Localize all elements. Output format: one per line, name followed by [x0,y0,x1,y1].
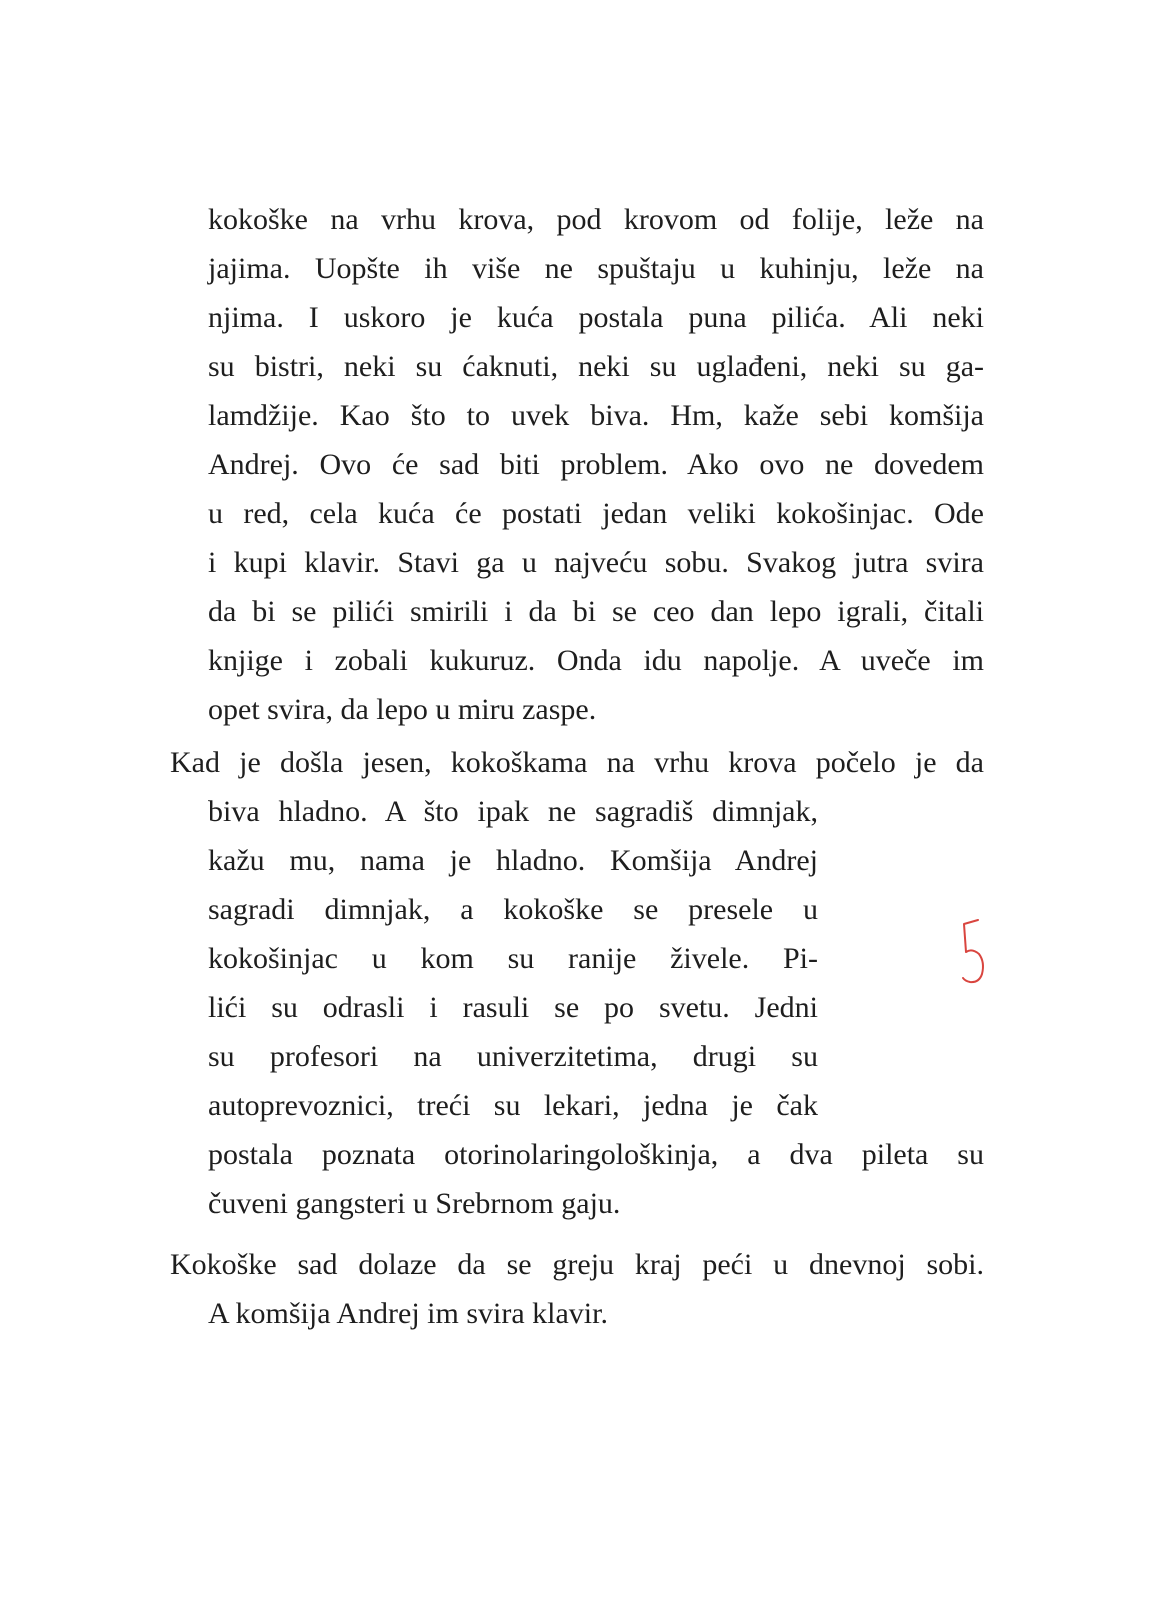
paragraph-line: su profesori na univerzitetima, drugi su [208,1040,818,1073]
paragraph-line: Kokoške sad dolaze da se greju kraj peći u dnevnoj sobi. [170,1248,984,1281]
paragraph-line: sagradi dimnjak, a kokoške se presele u [208,893,818,926]
paragraph-line: opet svira, da lepo u miru zaspe. [208,693,597,726]
paragraph-line: i kupi klavir. Stavi ga u najveću sobu. Svakog jutra svira [208,546,984,579]
paragraph-line: A komšija Andrej im svira klavir. [208,1297,608,1330]
paragraph-line: biva hladno. A što ipak ne sagradiš dimnjak, [208,795,818,828]
paragraph-line: autoprevoznici, treći su lekari, jedna je čak [208,1089,818,1122]
paragraph-line: lamdžije. Kao što to uvek biva. Hm, kaže sebi komšija [208,399,984,432]
paragraph-3 [170,1240,1070,1338]
paragraph-line: postala poznata otorinolaringološkinja, a dva pileta su [208,1138,984,1171]
paragraph-line: čuveni gangsteri u Srebrnom gaju. [208,1187,621,1220]
paragraph-line: njima. I uskoro je kuća postala puna pilića. Ali neki [208,301,984,334]
paragraph-line: da bi se pilići smirili i da bi se ceo dan lepo igrali, čitali [208,595,984,628]
paragraph-line: jajima. Uopšte ih više ne spuštaju u kuhinju, leže na [208,252,984,285]
paragraph-line: Kad je došla jesen, kokoškama na vrhu krova počelo je da [170,746,984,779]
page-number-stroke [963,920,983,982]
paragraph-line: su bistri, neki su ćaknuti, neki su uglađeni, neki su ga- [208,350,984,383]
paragraph-line: knjige i zobali kukuruz. Onda idu napolje. A uveče im [208,644,984,677]
handwritten-page-number [958,916,988,988]
paragraph-line: kokoške na vrhu krova, pod krovom od folije, leže na [208,203,984,236]
paragraph-line: u red, cela kuća će postati jedan veliki kokošinjac. Ode [208,497,984,530]
paragraph-1 [170,195,1070,734]
paragraph-2 [170,738,1070,1228]
paragraph-line: Andrej. Ovo će sad biti problem. Ako ovo ne dovedem [208,448,984,481]
paragraph-line: kokošinjac u kom su ranije živele. Pi- [208,942,818,975]
paragraph-line: lići su odrasli i rasuli se po svetu. Jedni [208,991,818,1024]
paragraph-line: kažu mu, nama je hladno. Komšija Andrej [208,844,818,877]
